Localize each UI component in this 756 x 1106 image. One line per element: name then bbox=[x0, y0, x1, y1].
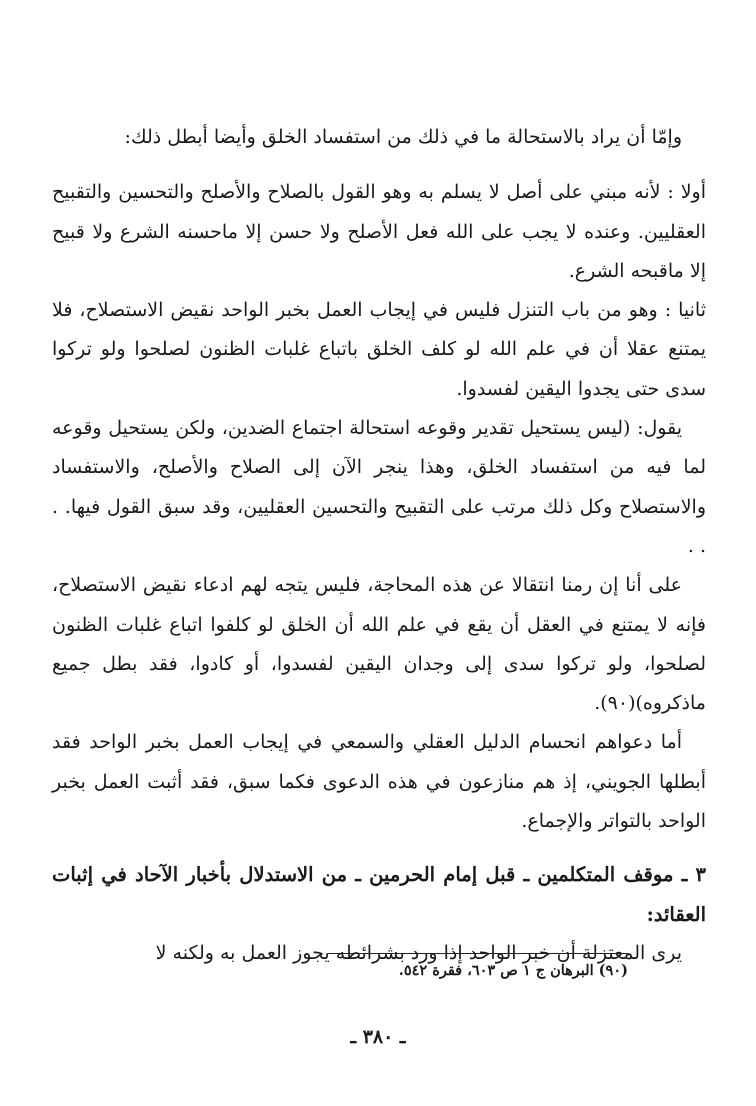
paragraph-second-point: ثانيا : وهو من باب التنزل فليس في إيجاب العمل بخبر الواحد نقيض الاستصلاح، فلا يمتنع عقلا أن في علم الله لو كلف الخلق باتباع غلبات الظنون لصلحوا ولو تركوا سدى حتى يجدوا اليقين لفسدوا. bbox=[52, 299, 706, 400]
footnote-divider bbox=[328, 953, 628, 954]
paragraph-intro: وإمّا أن يراد بالاستحالة ما في ذلك من استفساد الخلق وأيضا أبطل ذلك: bbox=[124, 126, 682, 148]
paragraph-quote-part1: يقول: (ليس يستحيل تقدير وقوعه استحالة اجتماع الضدين، ولكن يستحيل وقوعه لما فيه من استفساد الخلق، وهذا ينجر الآن إلى الصلاح والأصلح، والاستفساد والاستصلاح وكل ذلك مرتب على التقبيح والتحسين العقليين، وقد سبق القول فيها. . . . bbox=[52, 417, 706, 557]
paragraph-mutazila: يرى المعتزلة أن خبر الواحد إذا ورد بشرائطه يجوز العمل به ولكنه لا bbox=[155, 941, 682, 964]
paragraph-first-point: أولا : لأنه مبني على أصل لا يسلم به وهو القول بالصلاح والأصلح والتحسين والتقبيح العقليين. وعنده لا يجب على الله فعل الأصلح ولا حسن إلا ماحسنه الشرع ولا قبيح إلا ماقبحه الشرع. bbox=[52, 181, 706, 282]
paragraph-claim-rebuttal: أما دعواهم انحسام الدليل العقلي والسمعي في إيجاب العمل بخبر الواحد فقد أبطلها الجويني، إذ هم منازعون في هذه الدعوى فكما سبق، فقد أثبت العمل بخبر الواحد بالتواتر والإجماع. bbox=[52, 731, 706, 833]
section-heading: ٣ ـ موقف المتكلمين ـ قبل إمام الحرمين ـ من الاستدلال بأخبار الآحاد في إثبات العقائد: bbox=[52, 863, 706, 926]
body-text bbox=[52, 118, 706, 973]
footnote: (٩٠) البرهان ج ١ ص ٦٠٣، فقرة ٥٤٢. bbox=[398, 962, 628, 979]
paragraph-quote-part2: على أنا إن رمنا انتقالا عن هذه المحاجة، فليس يتجه لهم ادعاء نقيض الاستصلاح، فإنه لا يمتنع في العقل أن يقع في علم الله أن الخلق لو كلفوا اتباع غلبات الظنون لصلحوا، ولو تركوا سدى إلى وجدان اليقين لفسدوا، أو كادوا، فقد بطل جميع ماذكروه)(٩٠). bbox=[52, 574, 706, 715]
page-number: ـ ٣٨٠ ـ bbox=[350, 1026, 406, 1048]
